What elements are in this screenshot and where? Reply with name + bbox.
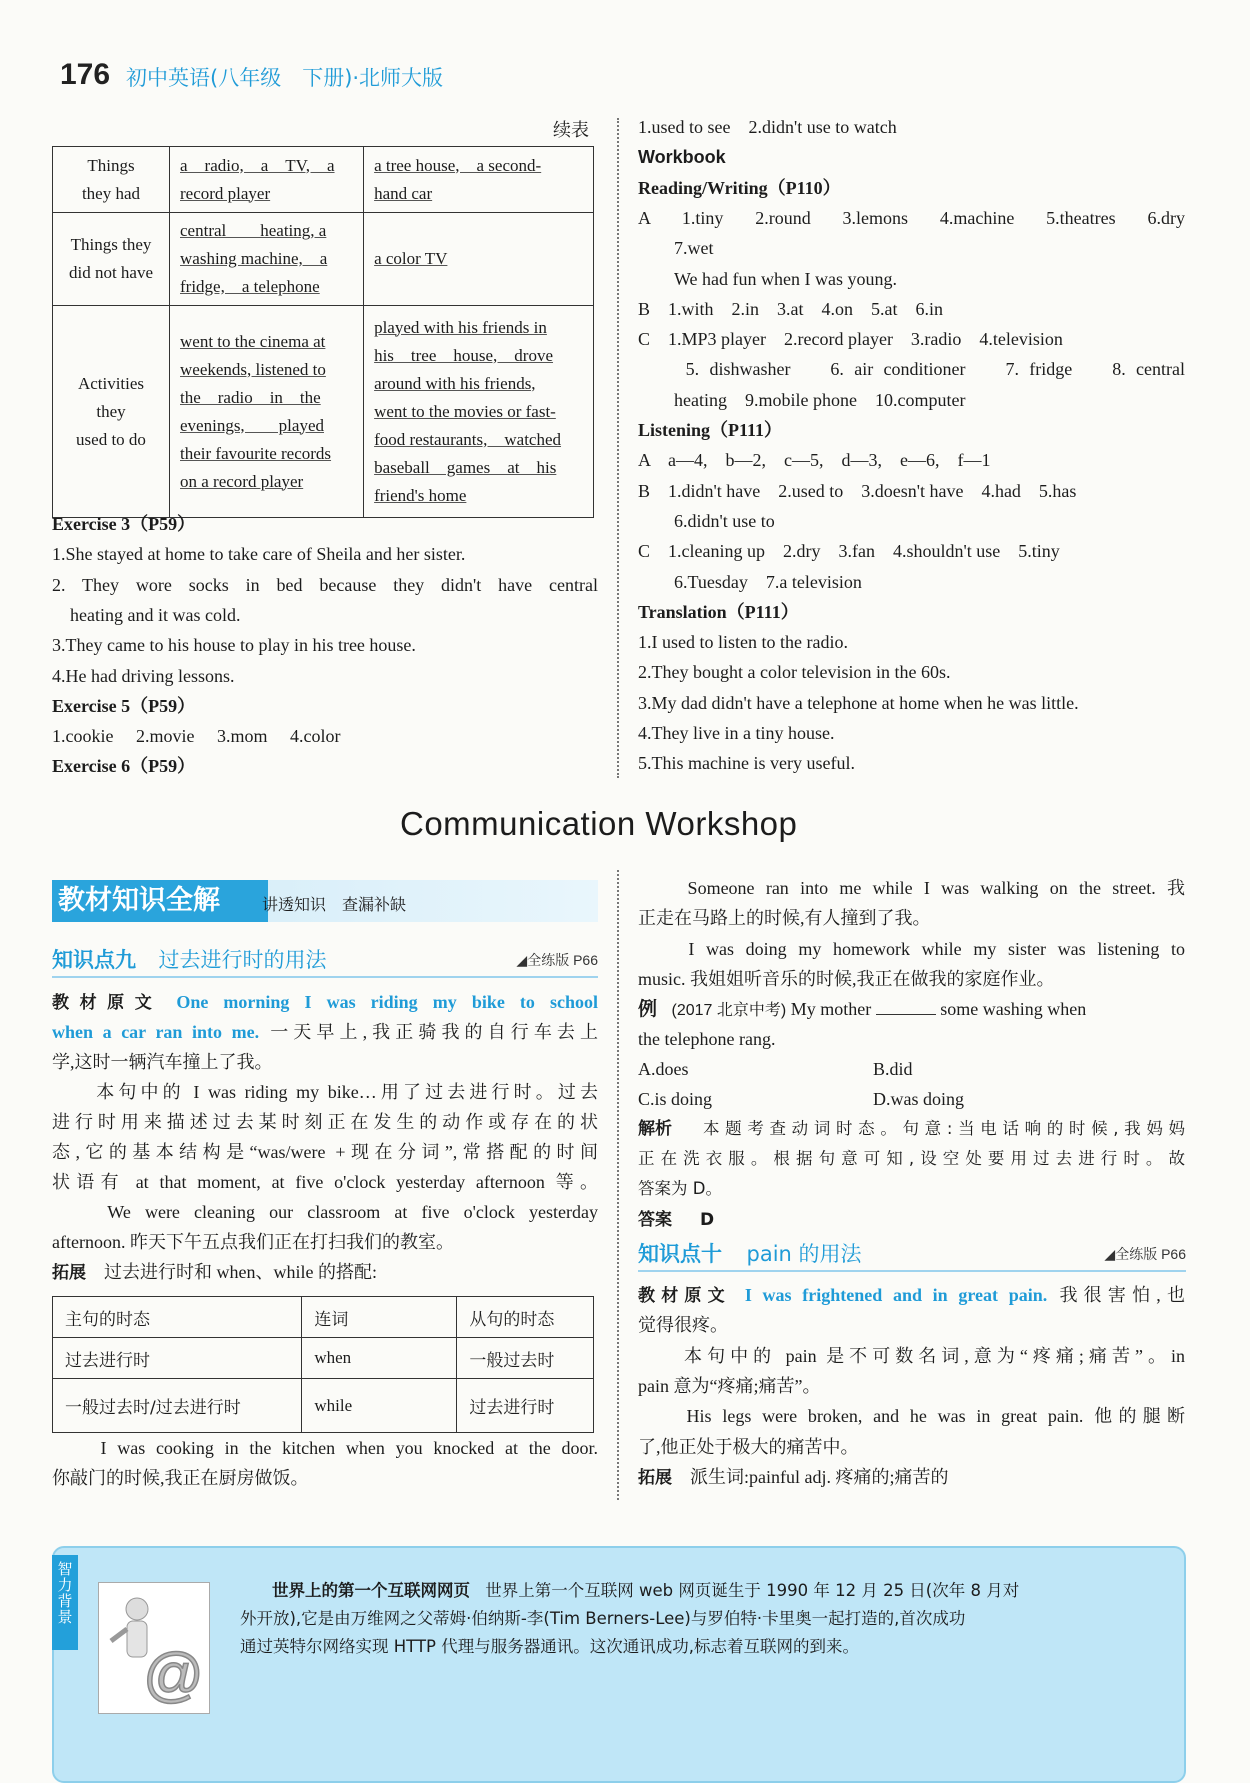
text-line <box>52 600 240 630</box>
line-text: 觉得很疼。 <box>638 1315 728 1336</box>
line-text: 2. They wore socks in bed because they didn't have central <box>52 574 598 595</box>
line-text: 5. dishwasher 6. air conditioner 7. fridge 8. central <box>638 359 1185 380</box>
line-prefix: 教材原文 <box>638 1286 731 1306</box>
line-text: 过去进行时和 when、while 的搭配: <box>86 1262 377 1282</box>
text-line <box>52 721 340 751</box>
table-cell <box>170 147 364 213</box>
text-line <box>638 1401 1185 1431</box>
table-cell <box>170 213 364 306</box>
cell-line: on a record player <box>180 471 304 491</box>
table2-row <box>53 1379 594 1433</box>
banner-tag: 教材知识全解 <box>52 880 268 922</box>
kp9-header <box>52 944 598 978</box>
text-line <box>638 142 726 172</box>
row-header-line: Things they <box>70 235 152 254</box>
table2-header: 连词 <box>302 1297 457 1338</box>
cell-line: weekends, listened to <box>180 359 326 379</box>
original-text: when a car ran into me. <box>52 1022 260 1042</box>
text-line <box>52 691 195 721</box>
line-text: 进行时用来描述过去某时刻正在发生的动作或存在的状 <box>52 1112 598 1132</box>
table2-header: 主句的时态 <box>53 1297 302 1338</box>
line-text: Reading/Writing（P110） <box>638 177 841 198</box>
text-line <box>52 539 465 569</box>
line-rest: 一天早上,我正骑我的自行车去上 <box>265 1022 599 1042</box>
row-header <box>53 147 170 213</box>
svg-text:@: @ <box>143 1641 204 1708</box>
example-stem-b: some washing when <box>940 999 1087 1019</box>
text-line <box>638 294 943 324</box>
row-header-line: they had <box>81 183 141 203</box>
continued-label: 续表 <box>553 120 589 141</box>
text-line <box>638 536 1060 566</box>
text-line <box>638 688 1079 718</box>
option-c: C.is doing <box>638 1089 713 1109</box>
original-text: I was frightened and in great pain. <box>744 1285 1048 1305</box>
line-text: 1.cookie 2.movie 3.mom 4.color <box>52 726 341 747</box>
comparison-table <box>52 146 594 518</box>
line-text: 正走在马路上的时候,有人撞到了我。 <box>638 908 931 929</box>
text-line <box>638 385 965 415</box>
text-line <box>52 1227 454 1257</box>
line-text: 5.This machine is very useful. <box>638 753 855 774</box>
table2-cell: 过去进行时 <box>53 1338 302 1379</box>
answer-label: 答案 <box>638 1210 672 1230</box>
info-line-3: 通过英特尔网络实现 HTTP 代理与服务器通讯。这次通讯成功,标志着互联网的到来。 <box>240 1637 859 1656</box>
line-text: B 1.with 2.in 3.at 4.on 5.at 6.in <box>638 298 943 319</box>
analysis-line-1: 本题考查动词时态。句意:当电话响的时候,我妈妈 <box>703 1119 1185 1138</box>
line-text: 6.Tuesday 7.a television <box>638 571 862 592</box>
line-text: 状语有 at that moment, at five o'clock yesterday afternoon 等。 <box>52 1172 598 1192</box>
line-text: Translation（P111） <box>638 601 799 622</box>
table2-cell: 过去进行时 <box>457 1379 594 1433</box>
text-line <box>638 567 862 597</box>
row-header <box>53 306 170 518</box>
line-text: 4.They live in a tiny house. <box>638 723 835 743</box>
example-stem-a: My mother <box>790 999 872 1019</box>
line-text: 本句中的 I was riding my bike…用了过去进行时。过去 <box>52 1082 598 1102</box>
text-line <box>638 476 1076 506</box>
analysis-line-2: 正在洗衣服。根据句意可知,设空处要用过去进行时。故 <box>638 1149 1185 1168</box>
line-text: 你敲门的时候,我正在厨房做饭。 <box>52 1468 309 1488</box>
table-row <box>53 306 594 518</box>
line-text: 学,这时一辆汽车撞上了我。 <box>52 1052 273 1072</box>
table2-row <box>53 1297 594 1338</box>
cell-line: his tree house, drove <box>374 345 554 365</box>
text-line <box>638 506 775 536</box>
book-title: 初中英语(八年级 下册)·北师大版 <box>126 66 444 90</box>
line-text: afternoon. 昨天下午五点我们正在打扫我们的教室。 <box>52 1232 454 1252</box>
answer-value: D <box>700 1210 715 1230</box>
text-line <box>638 1280 1185 1311</box>
cell-line: baseball games at his <box>374 457 557 477</box>
text-line <box>638 1371 820 1401</box>
info-tab: 智力背景 <box>52 1555 78 1650</box>
text-line <box>638 203 1185 233</box>
cell-line: food restaurants, watched <box>374 429 562 449</box>
text-line <box>638 627 848 657</box>
line-text: Exercise 6（P59） <box>52 756 196 777</box>
line-text: 7.wet <box>638 238 714 259</box>
text-line <box>52 661 234 691</box>
text-line <box>52 1167 598 1197</box>
line-prefix: 拓展 <box>52 1263 86 1283</box>
table-cell <box>170 306 364 518</box>
cell-line: friend's home <box>374 485 467 505</box>
kp9-ref: ◢全练版 P66 <box>516 952 598 968</box>
column-divider <box>617 118 619 778</box>
analysis-label: 解析 <box>638 1119 672 1139</box>
text-line <box>638 1432 859 1462</box>
cell-line: evenings, played <box>180 415 324 435</box>
info-line-1 <box>272 1576 1019 1606</box>
table2-cell: 一般过去时 <box>457 1338 594 1379</box>
line-text: 2.They bought a color television in the 60s. <box>638 662 951 683</box>
text-line <box>52 1077 598 1107</box>
text-line <box>638 415 782 445</box>
line-text: heating 9.mobile phone 10.computer <box>638 389 966 410</box>
line-text: We were cleaning our classroom at five o'clock yesterday <box>52 1202 598 1222</box>
banner-subtitle: 讲透知识 查漏补缺 <box>262 895 407 914</box>
line-prefix: 教材原文 <box>52 993 163 1013</box>
table-cell <box>364 147 594 213</box>
cell-line: fridge, a telephone <box>180 277 320 296</box>
table2-row <box>53 1338 594 1379</box>
line-text: pain 意为“疼痛;痛苦”。 <box>638 1375 821 1396</box>
line-text: 本句中的 pain 是不可数名词,意为“疼痛;痛苦”。in <box>638 1345 1185 1366</box>
table-cell <box>364 306 594 518</box>
row-header-line: did not have <box>68 263 154 282</box>
text-line <box>52 570 598 600</box>
text-line <box>638 1341 1185 1371</box>
cell-line: central heating, a <box>180 221 327 240</box>
cell-line: a radio, a TV, a <box>180 155 335 175</box>
line-text: 3.They came to his house to play in his tree house. <box>52 635 416 656</box>
row-header <box>53 213 170 306</box>
option-a: A.does <box>638 1059 689 1079</box>
kp10-header <box>638 1238 1186 1272</box>
tense-table <box>52 1296 594 1433</box>
cell-line: the radio in the <box>180 387 321 407</box>
line-text: B 1.didn't have 2.used to 3.doesn't have 4.had 5.has <box>638 480 1077 501</box>
cell-line: a tree house, a second- <box>374 155 542 175</box>
text-line <box>52 1197 598 1227</box>
text-line <box>638 597 799 627</box>
line-text: We had fun when I was young. <box>638 268 897 289</box>
line-text: Listening（P111） <box>638 420 783 440</box>
text-line <box>52 1257 377 1288</box>
cell-line: washing machine, a <box>180 249 328 268</box>
line-text: 1.used to see 2.didn't use to watch <box>638 117 897 137</box>
line-text: 6.didn't use to <box>638 510 775 531</box>
kp10-title: pain 的用法 <box>746 1242 862 1266</box>
kp10-ref: ◢全练版 P66 <box>1104 1246 1186 1262</box>
table2-cell: when <box>302 1338 457 1379</box>
example-label: 例 <box>638 999 658 1020</box>
cell-line: record player <box>180 183 271 203</box>
example-line <box>638 994 1086 1026</box>
option-d: D.was doing <box>873 1089 964 1109</box>
text-line <box>52 1433 598 1463</box>
line-text: 3.My dad didn't have a telephone at home when he was little. <box>638 692 1079 713</box>
cell-line: went to the cinema at <box>180 331 326 351</box>
text-line <box>52 630 416 660</box>
table-row <box>53 147 594 213</box>
original-text: One morning I was riding my bike to school <box>176 992 598 1012</box>
info-title: 世界上的第一个互联网网页 <box>272 1581 470 1600</box>
line-text: 态,它的基本结构是“was/were +现在分词”,常搭配的时间 <box>52 1142 598 1162</box>
text-line <box>638 233 714 263</box>
line-text: His legs were broken, and he was in great pain. 他的腿断 <box>638 1406 1185 1427</box>
kp9-label: 知识点九 <box>52 948 136 972</box>
cell-line: their favourite records <box>180 443 332 463</box>
text-line <box>52 987 598 1018</box>
text-line <box>638 657 950 687</box>
line-text: A a—4, b—2, c—5, d—3, e—6, f—1 <box>638 450 991 471</box>
text-line <box>638 934 1185 964</box>
analysis-line-3: 答案为 D。 <box>638 1179 722 1198</box>
line-text: 了,他正处于极大的痛苦中。 <box>638 1436 859 1457</box>
row-header-line: Things <box>87 155 135 175</box>
text-line <box>52 1137 598 1167</box>
example-source: (2017 北京中考) <box>671 1002 787 1019</box>
text-line <box>52 509 195 539</box>
text-line <box>638 324 1063 354</box>
line-text: heating and it was cold. <box>52 604 241 625</box>
text-line <box>638 718 834 748</box>
answer-blank <box>876 1014 936 1015</box>
cell-line: played with his friends in <box>374 317 547 337</box>
text-line <box>52 1107 598 1137</box>
cell-line: a color TV <box>374 249 448 268</box>
line-text: 1.I used to listen to the radio. <box>638 632 848 653</box>
table2-cell: while <box>302 1379 457 1433</box>
line-text: I was cooking in the kitchen when you knocked at the door. <box>52 1438 598 1458</box>
line-prefix: 拓展 <box>638 1467 672 1488</box>
page-number: 176 <box>60 58 111 91</box>
text-line <box>52 1463 309 1493</box>
line-text: C 1.MP3 player 2.record player 3.radio 4.television <box>638 329 1063 350</box>
text-line <box>638 1462 948 1493</box>
option-b: B.did <box>873 1059 913 1079</box>
text-line <box>52 1017 598 1047</box>
text-line <box>52 1047 273 1077</box>
kp10-label: 知识点十 <box>638 1242 722 1266</box>
table-cell <box>364 213 594 306</box>
text-line <box>638 1310 728 1340</box>
line-text: 派生词:painful adj. 疼痛的;痛苦的 <box>672 1466 949 1487</box>
text-line <box>52 751 195 781</box>
line-text: music. 我姐姐听音乐的时候,我正在做我的家庭作业。 <box>638 968 1055 989</box>
text-line <box>638 354 1185 384</box>
at-sign-figure-icon <box>98 1582 210 1714</box>
text-line <box>638 264 897 294</box>
row-header-line: used to do <box>76 429 146 449</box>
text-line <box>638 903 931 933</box>
section-title: Communication Workshop <box>400 805 798 842</box>
text-line <box>638 748 855 778</box>
info-line-2: 外开放),它是由万维网之父蒂姆·伯纳斯-李(Tim Berners-Lee)与罗伯特·卡里奥一起打造的,首次成功 <box>240 1609 966 1628</box>
text-line <box>638 173 841 203</box>
line-text: Workbook <box>638 147 726 168</box>
row-header-line: Activities they <box>77 373 145 421</box>
line-text: 4.He had driving lessons. <box>52 665 235 686</box>
column-divider-2 <box>617 870 619 1500</box>
line-text: A 1.tiny 2.round 3.lemons 4.machine 5.theatres 6.dry <box>638 207 1185 228</box>
line-rest: 我很害怕,也 <box>1053 1285 1186 1305</box>
text-line <box>638 964 1055 994</box>
cell-line: hand car <box>374 183 433 203</box>
line-text: 1.She stayed at home to take care of Sheila and her sister. <box>52 544 466 565</box>
line-text: Exercise 3（P59） <box>52 514 196 534</box>
cell-line: around with his friends, <box>374 373 536 393</box>
cell-line: went to the movies or fast- <box>374 401 556 421</box>
info-text-1: 世界上第一个互联网 web 网页诞生于 1990 年 12 月 25 日(次年 8 月对 <box>485 1581 1020 1600</box>
text-line <box>638 445 990 475</box>
table-row <box>53 213 594 306</box>
text-line <box>638 873 1185 903</box>
line-text: I was doing my homework while my sister was listening to <box>638 938 1185 959</box>
table2-cell: 一般过去时/过去进行时 <box>53 1379 302 1433</box>
kp9-title: 过去进行时的用法 <box>158 948 327 972</box>
example-stem-c: the telephone rang. <box>638 1029 776 1049</box>
line-text: C 1.cleaning up 2.dry 3.fan 4.shouldn't use 5.tiny <box>638 541 1060 562</box>
line-text: Exercise 5（P59） <box>52 695 196 716</box>
table2-header: 从句的时态 <box>457 1297 594 1338</box>
line-text: Someone ran into me while I was walking on the street. 我 <box>638 878 1185 898</box>
text-line <box>638 112 897 142</box>
